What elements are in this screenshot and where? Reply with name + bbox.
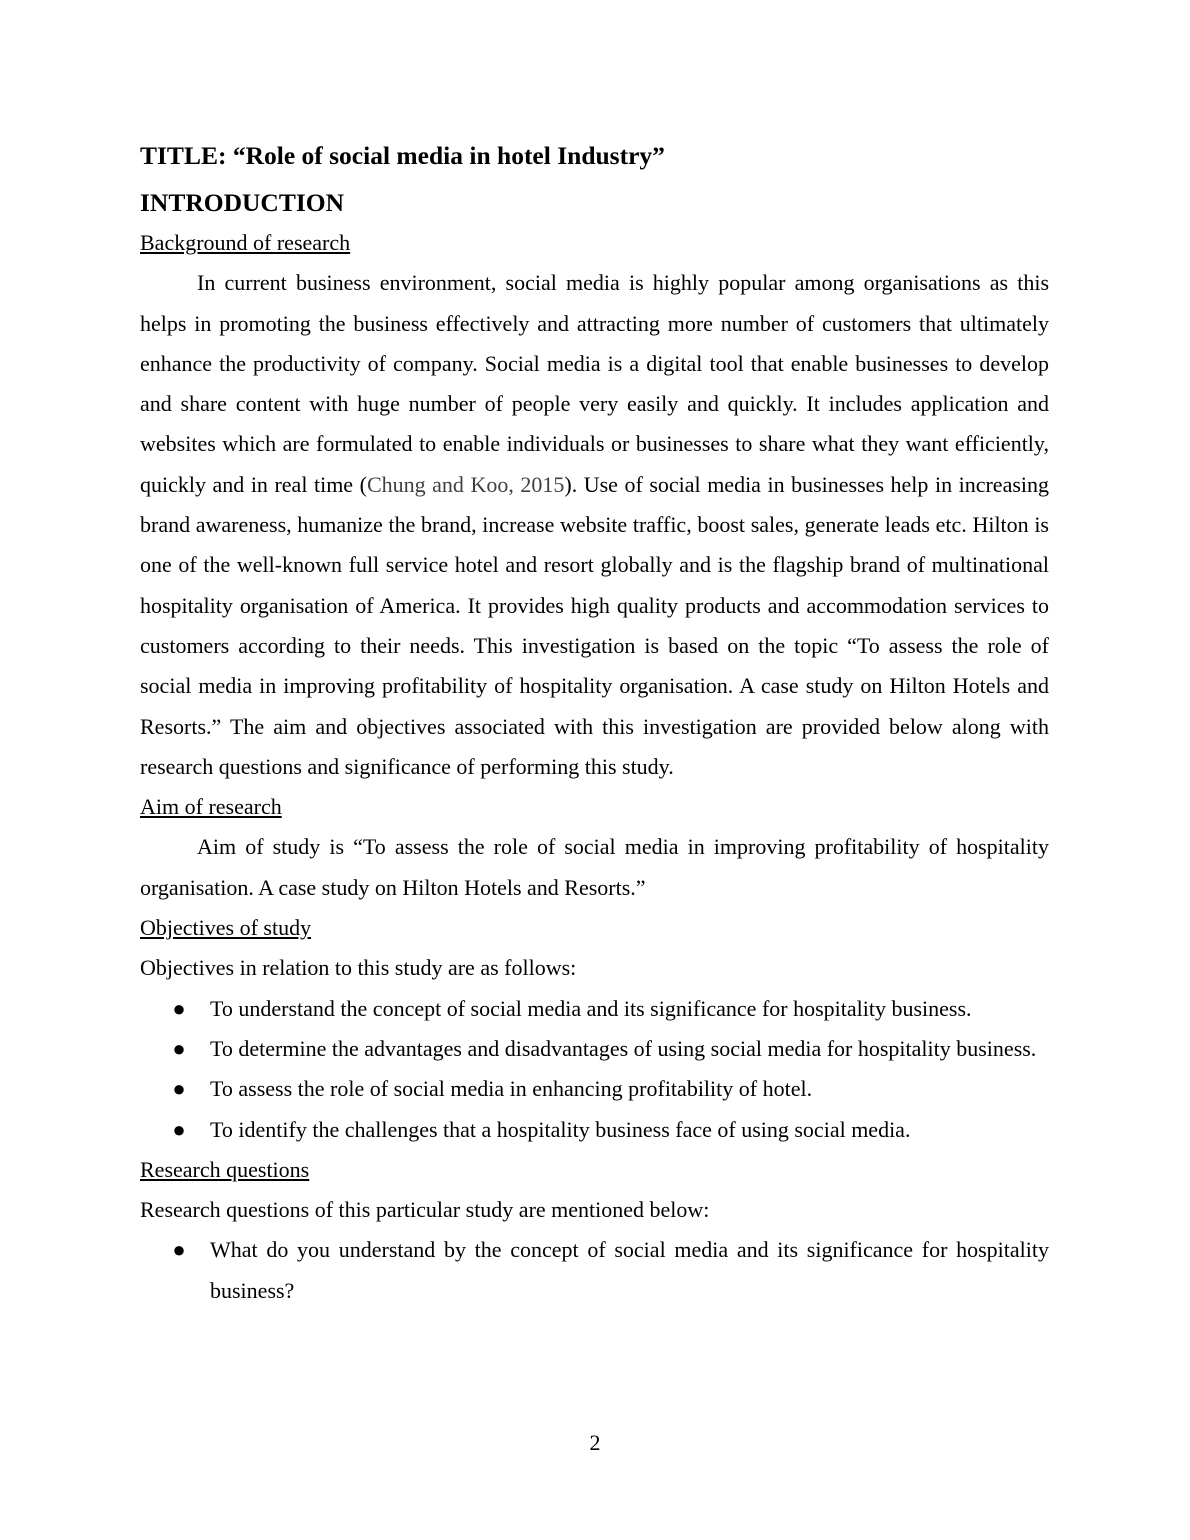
list-item (140, 989, 1049, 1029)
bullet-icon: ● (172, 1035, 186, 1061)
list-item (140, 1069, 1049, 1109)
aim-paragraph: Aim of study is “To assess the role of social media in improving profitability of hospitality organisation. A case study on Hilton Hotels and Resorts.” (140, 834, 1049, 900)
objectives-intro: Objectives in relation to this study are as follows: (140, 955, 577, 981)
citation: Chung and Koo, 2015 (366, 471, 565, 497)
objectives-heading: Objectives of study (140, 915, 312, 941)
list-item (140, 1029, 1049, 1069)
objective-text: To determine the advantages and disadvantages of using social media for hospitality business. (210, 1035, 1037, 1061)
list-item (140, 1230, 1049, 1311)
objective-text: To understand the concept of social media and its significance for hospitality business. (210, 995, 972, 1021)
objective-text: To identify the challenges that a hospitality business face of using social media. (210, 1116, 911, 1142)
list-item (140, 1110, 1049, 1150)
bullet-icon: ● (172, 1237, 186, 1263)
background-heading: Background of research (140, 230, 351, 255)
background-paragraph (140, 263, 1049, 787)
background-text-start: In current business environment, social media is highly popular among organisations as this helps in promoting the business effectively and attracting more number of customers that ultimately enhance the productivity of company. Social media is a digital tool that enable businesses to develop and share content with huge number of people very easily and quickly. It includes application and websites which are formulated to enable individuals or businesses to share what they want efficiently, quickly and in real time ( (140, 270, 1049, 497)
bullet-icon: ● (172, 995, 186, 1021)
objectives-list (140, 989, 1049, 1150)
document-title: TITLE: “Role of social media in hotel Industry” (140, 141, 665, 170)
aim-heading: Aim of research (140, 794, 282, 820)
bullet-icon: ● (172, 1076, 186, 1102)
document-page (140, 138, 1049, 1311)
background-text-end: ). Use of social media in businesses help in increasing brand awareness, humanize the brand, increase website traffic, boost sales, generate leads etc. Hilton is one of the well-known full service hotel and resort globally and is the flagship brand of multinational hospitality organisation of America. It provides high quality products and accommodation services to customers according to their needs. This investigation is based on the topic “To assess the role of social media in improving profitability of hospitality organisation. A case study on Hilton Hotels and Resorts.” The aim and objectives associated with this investigation are provided below along with research questions and significance of performing this study. (140, 471, 1050, 779)
objective-text: To assess the role of social media in enhancing profitability of hotel. (210, 1076, 813, 1102)
bullet-icon: ● (172, 1116, 186, 1142)
research-questions-heading: Research questions (140, 1156, 310, 1182)
research-questions-intro: Research questions of this particular study are mentioned below: (140, 1197, 710, 1223)
research-question-text: What do you understand by the concept of social media and its significance for hospitality business? (210, 1237, 1049, 1303)
page-number: 2 (589, 1430, 601, 1455)
research-questions-list (140, 1230, 1049, 1311)
introduction-heading: INTRODUCTION (140, 188, 345, 217)
